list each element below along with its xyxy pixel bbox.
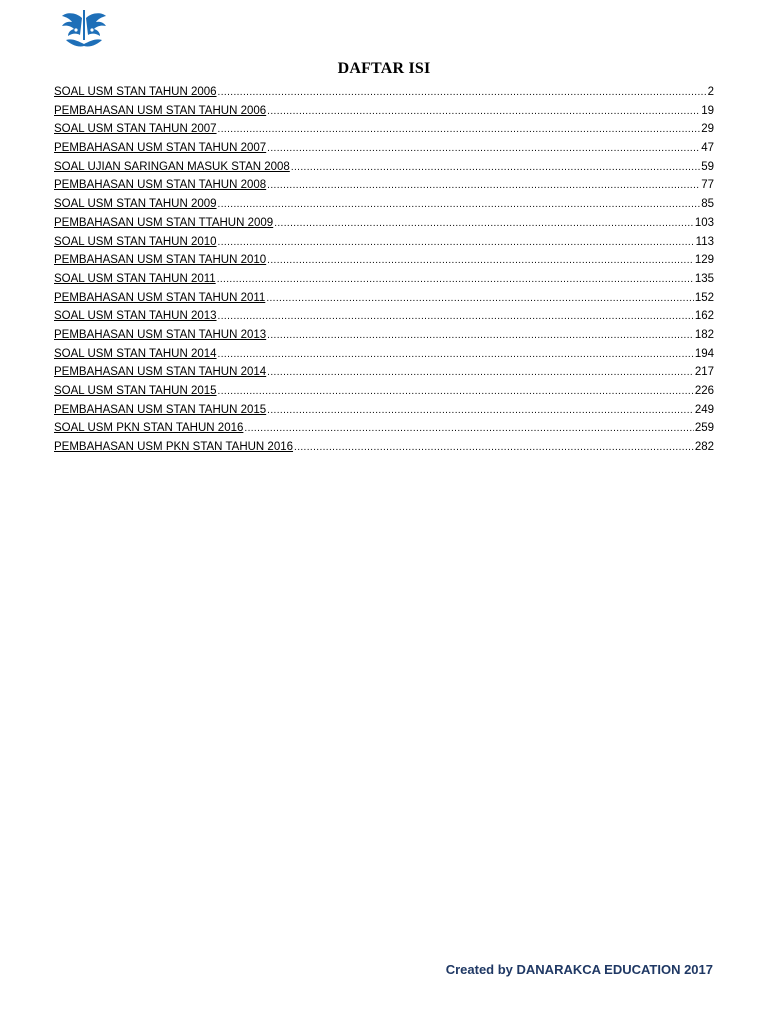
toc-entry-page[interactable]: 129 bbox=[694, 254, 714, 267]
toc-dot-leader bbox=[267, 327, 694, 345]
toc-entry-page[interactable]: 135 bbox=[694, 272, 714, 285]
toc-entry-label[interactable]: SOAL USM STAN TAHUN 2010 bbox=[54, 235, 217, 248]
footer-credit: Created by DANARAKCA EDUCATION 2017 bbox=[445, 962, 713, 977]
toc-entry[interactable] bbox=[54, 176, 714, 195]
toc-entry-page[interactable]: 259 bbox=[694, 422, 714, 435]
table-of-contents bbox=[54, 83, 714, 457]
toc-entry[interactable] bbox=[54, 289, 714, 308]
toc-dot-leader bbox=[218, 84, 707, 102]
toc-entry-label[interactable]: PEMBAHASAN USM STAN TAHUN 2014 bbox=[54, 366, 267, 379]
toc-entry-label[interactable]: SOAL USM STAN TAHUN 2013 bbox=[54, 310, 217, 323]
toc-entry-label[interactable]: PEMBAHASAN USM STAN TTAHUN 2009 bbox=[54, 216, 274, 229]
toc-dot-leader bbox=[274, 215, 694, 233]
toc-dot-leader bbox=[294, 439, 694, 457]
stan-emblem-icon bbox=[58, 8, 110, 52]
toc-entry[interactable] bbox=[54, 345, 714, 364]
toc-entry-label[interactable]: PEMBAHASAN USM STAN TAHUN 2008 bbox=[54, 179, 267, 192]
toc-dot-leader bbox=[217, 271, 694, 289]
toc-dot-leader bbox=[267, 103, 700, 121]
toc-entry-page[interactable]: 226 bbox=[694, 385, 714, 397]
toc-entry-label[interactable]: SOAL USM STAN TAHUN 2007 bbox=[54, 123, 217, 136]
toc-entry-page[interactable]: 85 bbox=[701, 198, 714, 211]
toc-entry-label[interactable]: SOAL UJIAN SARINGAN MASUK STAN 2008 bbox=[54, 160, 290, 173]
toc-entry-page[interactable]: 162 bbox=[694, 310, 714, 323]
toc-dot-leader bbox=[267, 177, 700, 195]
toc-dot-leader bbox=[218, 346, 694, 364]
toc-entry-label[interactable]: SOAL USM STAN TAHUN 2015 bbox=[54, 385, 217, 397]
toc-entry[interactable] bbox=[54, 214, 714, 233]
toc-dot-leader bbox=[218, 383, 694, 401]
toc-entry-page[interactable]: 2 bbox=[707, 86, 714, 98]
toc-dot-leader bbox=[218, 234, 695, 252]
toc-entry[interactable] bbox=[54, 419, 714, 438]
toc-entry[interactable] bbox=[54, 158, 714, 177]
toc-dot-leader bbox=[291, 159, 700, 177]
toc-entry-page[interactable]: 217 bbox=[694, 366, 714, 379]
toc-dot-leader bbox=[267, 252, 694, 270]
page-title: DAFTAR ISI bbox=[337, 60, 431, 77]
toc-entry-page[interactable]: 47 bbox=[701, 142, 714, 155]
toc-entry[interactable] bbox=[54, 251, 714, 270]
toc-entry-label[interactable]: PEMBAHASAN USM STAN TAHUN 2010 bbox=[54, 254, 267, 267]
toc-dot-leader bbox=[244, 420, 693, 438]
toc-entry-label[interactable]: PEMBAHASAN USM STAN TAHUN 2006 bbox=[54, 104, 267, 117]
toc-entry-label[interactable]: SOAL USM STAN TAHUN 2006 bbox=[54, 86, 217, 98]
toc-entry-page[interactable]: 152 bbox=[694, 291, 714, 304]
toc-entry-label[interactable]: PEMBAHASAN USM PKN STAN TAHUN 2016 bbox=[54, 441, 294, 454]
toc-entry-label[interactable]: PEMBAHASAN USM STAN TAHUN 2015 bbox=[54, 403, 267, 416]
toc-entry-label[interactable]: PEMBAHASAN USM STAN TAHUN 2011 bbox=[54, 291, 266, 304]
toc-entry-label[interactable]: PEMBAHASAN USM STAN TAHUN 2013 bbox=[54, 328, 267, 341]
toc-entry-page[interactable]: 19 bbox=[701, 104, 714, 117]
toc-entry-label[interactable]: SOAL USM PKN STAN TAHUN 2016 bbox=[54, 422, 244, 435]
toc-dot-leader bbox=[218, 308, 694, 326]
toc-entry-page[interactable]: 194 bbox=[694, 347, 714, 360]
toc-entry-page[interactable]: 77 bbox=[701, 179, 714, 192]
toc-dot-leader bbox=[218, 121, 701, 139]
toc-entry-page[interactable]: 59 bbox=[701, 160, 714, 173]
toc-dot-leader bbox=[267, 140, 700, 158]
toc-dot-leader bbox=[266, 290, 694, 308]
toc-entry[interactable] bbox=[54, 270, 714, 289]
toc-entry-page[interactable]: 113 bbox=[695, 235, 714, 248]
toc-entry[interactable] bbox=[54, 120, 714, 139]
toc-entry[interactable] bbox=[54, 307, 714, 326]
toc-entry-page[interactable]: 29 bbox=[701, 123, 714, 136]
toc-entry-label[interactable]: PEMBAHASAN USM STAN TAHUN 2007 bbox=[54, 142, 267, 155]
toc-dot-leader bbox=[267, 402, 694, 420]
toc-entry[interactable] bbox=[54, 83, 714, 102]
toc-entry-page[interactable]: 249 bbox=[694, 403, 714, 416]
toc-entry[interactable] bbox=[54, 363, 714, 382]
toc-entry-page[interactable]: 103 bbox=[694, 216, 714, 229]
toc-entry-page[interactable]: 282 bbox=[694, 441, 714, 454]
toc-entry[interactable] bbox=[54, 195, 714, 214]
toc-entry[interactable] bbox=[54, 438, 714, 457]
toc-entry[interactable] bbox=[54, 139, 714, 158]
toc-entry[interactable] bbox=[54, 382, 714, 401]
toc-dot-leader bbox=[218, 196, 701, 214]
toc-entry[interactable] bbox=[54, 401, 714, 420]
toc-entry-page[interactable]: 182 bbox=[694, 328, 714, 341]
toc-entry[interactable] bbox=[54, 102, 714, 121]
toc-entry-label[interactable]: SOAL USM STAN TAHUN 2011 bbox=[54, 272, 216, 285]
toc-dot-leader bbox=[267, 364, 694, 382]
toc-entry[interactable] bbox=[54, 233, 714, 252]
toc-entry-label[interactable]: SOAL USM STAN TAHUN 2014 bbox=[54, 347, 217, 360]
toc-entry-label[interactable]: SOAL USM STAN TAHUN 2009 bbox=[54, 198, 217, 211]
toc-entry[interactable] bbox=[54, 326, 714, 345]
